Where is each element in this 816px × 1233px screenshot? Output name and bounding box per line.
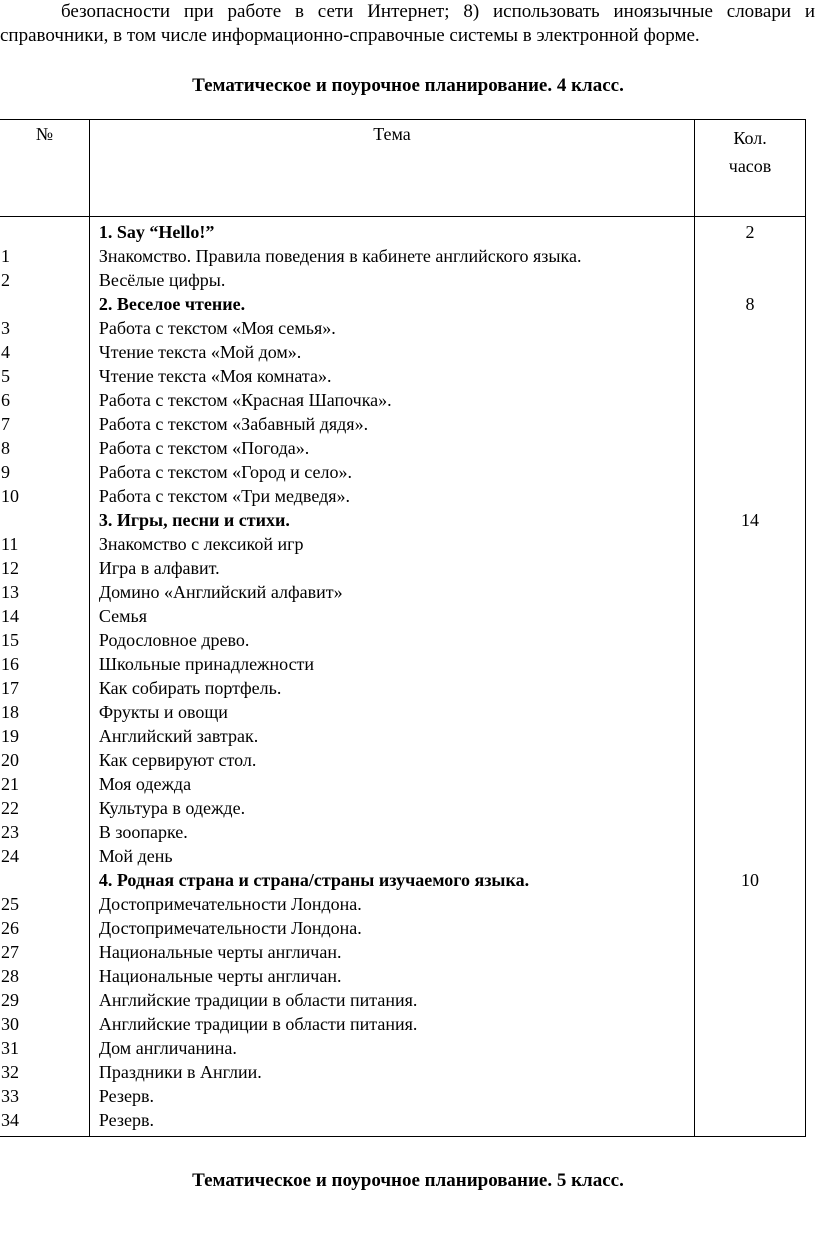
intro-line-1: безопасности при работе в сети Интернет; 8) использовать иноязычные словари и [61, 1, 815, 22]
lesson-topic: Английские традиции в области питания. [98, 1014, 418, 1034]
section-hours [695, 580, 805, 604]
lesson-number: 24 [1, 846, 19, 866]
section-hours [695, 748, 805, 772]
lesson-topic: Домино «Английский алфавит» [98, 582, 343, 602]
lesson-number: 15 [1, 630, 19, 650]
lesson-number: 19 [1, 726, 19, 746]
lesson-number: 10 [1, 486, 19, 506]
section-hours: 8 [745, 294, 755, 314]
column-header-hours [695, 120, 806, 217]
section-hours [695, 268, 805, 292]
section-hours [695, 364, 805, 388]
lesson-topic: Знакомство с лексикой игр [98, 534, 304, 554]
lesson-number [0, 220, 89, 244]
section-title: 4. Родная страна и страна/страны изучаемого языка. [98, 870, 530, 890]
section-hours [695, 316, 805, 340]
section-hours [695, 844, 805, 868]
section-hours [695, 796, 805, 820]
lesson-number: 27 [1, 942, 19, 962]
section-hours: 14 [741, 510, 760, 530]
lesson-number: 21 [1, 774, 19, 794]
lesson-topic: Резерв. [98, 1110, 154, 1130]
lesson-number: 16 [1, 654, 19, 674]
table-body-row [0, 217, 806, 1137]
lesson-number: 20 [1, 750, 19, 770]
lesson-number: 32 [1, 1062, 19, 1082]
lesson-number: 6 [1, 390, 10, 410]
lesson-number: 23 [1, 822, 19, 842]
section-title: 3. Игры, песни и стихи. [98, 510, 290, 530]
lesson-topic: Мой день [98, 846, 173, 866]
column-header-hours-line-2: часов [728, 156, 772, 176]
lesson-number: 14 [1, 606, 19, 626]
column-header-topic: Тема [89, 120, 694, 217]
lesson-number: 29 [1, 990, 19, 1010]
lesson-number [0, 508, 89, 532]
lesson-topic: Работа с текстом «Красная Шапочка». [98, 390, 392, 410]
section-hours [695, 700, 805, 724]
lesson-topic: Чтение текста «Моя комната». [98, 366, 332, 386]
section-title: 2. Веселое чтение. [98, 294, 246, 314]
lesson-topic: Моя одежда [98, 774, 192, 794]
table-header-row [0, 120, 806, 217]
section-hours [695, 676, 805, 700]
lesson-number: 33 [1, 1086, 19, 1106]
section-heading-grade-5: Тематическое и поурочное планирование. 5 класс. [192, 1170, 624, 1191]
section-hours [695, 244, 805, 268]
section-title: 1. Say “Hello!” [98, 222, 215, 242]
lesson-number: 1 [1, 246, 10, 266]
lesson-topic: Школьные принадлежности [98, 654, 315, 674]
column-header-hours-line-1: Кол. [733, 128, 767, 148]
lesson-number: 17 [1, 678, 19, 698]
lesson-number: 3 [1, 318, 10, 338]
lesson-topic: Дом англичанина. [98, 1038, 237, 1058]
lesson-topic: Работа с текстом «Три медведя». [98, 486, 351, 506]
lesson-number: 18 [1, 702, 19, 722]
lesson-number: 13 [1, 582, 19, 602]
section-hours [695, 436, 805, 460]
lesson-number: 9 [1, 462, 10, 482]
section-hours [695, 412, 805, 436]
intro-line-2: справочники, в том числе информационно-справочные системы в электронной форме. [0, 25, 700, 46]
section-hours [695, 460, 805, 484]
section-hours [695, 724, 805, 748]
lesson-topic: Родословное древо. [98, 630, 250, 650]
section-hours [695, 652, 805, 676]
lesson-topic: Знакомство. Правила поведения в кабинете английского языка. [98, 246, 582, 266]
hours-column [695, 217, 806, 1137]
lesson-number: 28 [1, 966, 19, 986]
section-hours [695, 964, 805, 988]
section-hours [695, 916, 805, 940]
lesson-topic: Работа с текстом «Забавный дядя». [98, 414, 369, 434]
lesson-topic: Весёлые цифры. [98, 270, 226, 290]
lesson-topic: В зоопарке. [98, 822, 188, 842]
lesson-number: 5 [1, 366, 10, 386]
lesson-topic: Английские традиции в области питания. [98, 990, 418, 1010]
section-hours [695, 532, 805, 556]
lesson-number: 8 [1, 438, 10, 458]
lesson-topic: Национальные черты англичан. [98, 942, 342, 962]
section-hours [695, 484, 805, 508]
lesson-number: 12 [1, 558, 19, 578]
lesson-topic: Праздники в Англии. [98, 1062, 262, 1082]
section-hours [695, 988, 805, 1012]
section-hours [695, 892, 805, 916]
lesson-topic: Работа с текстом «Город и село». [98, 462, 352, 482]
column-header-number: № [0, 120, 89, 217]
section-hours [695, 1084, 805, 1108]
lesson-number: 34 [1, 1110, 19, 1130]
lesson-topic: Семья [98, 606, 147, 626]
lesson-number: 4 [1, 342, 10, 362]
section-hours [695, 340, 805, 364]
section-hours [695, 1012, 805, 1036]
lesson-topic: Работа с текстом «Моя семья». [98, 318, 336, 338]
lesson-topic: Как собирать портфель. [98, 678, 282, 698]
section-hours: 10 [741, 870, 760, 890]
section-hours [695, 388, 805, 412]
lesson-number: 25 [1, 894, 19, 914]
lesson-topic: Резерв. [98, 1086, 154, 1106]
section-hours [695, 1036, 805, 1060]
section-hours [695, 1060, 805, 1084]
section-hours [695, 604, 805, 628]
lesson-number: 26 [1, 918, 19, 938]
lesson-number: 11 [1, 534, 19, 554]
section-hours [695, 940, 805, 964]
section-hours [695, 820, 805, 844]
lesson-number: 22 [1, 798, 19, 818]
lesson-topic: Чтение текста «Мой дом». [98, 342, 302, 362]
lesson-topic: Культура в одежде. [98, 798, 246, 818]
lesson-number: 31 [1, 1038, 19, 1058]
section-hours: 2 [745, 222, 755, 242]
lesson-topic: Работа с текстом «Погода». [98, 438, 310, 458]
section-heading-grade-4: Тематическое и поурочное планирование. 4 класс. [192, 75, 624, 96]
lesson-topic: Достопримечательности Лондона. [98, 894, 362, 914]
lesson-topic: Достопримечательности Лондона. [98, 918, 362, 938]
lesson-topic: Игра в алфавит. [98, 558, 220, 578]
intro-paragraph [0, 0, 816, 48]
section-hours [695, 772, 805, 796]
lesson-topic: Национальные черты англичан. [98, 966, 342, 986]
lesson-number: 7 [1, 414, 10, 434]
section-hours [695, 628, 805, 652]
number-column [0, 217, 89, 1137]
lesson-number [0, 292, 89, 316]
lesson-topic: Как сервируют стол. [98, 750, 257, 770]
topic-column [89, 217, 694, 1137]
section-hours [695, 556, 805, 580]
lesson-number: 2 [1, 270, 10, 290]
section-hours [695, 1108, 805, 1132]
lesson-topic: Английский завтрак. [98, 726, 259, 746]
lesson-number: 30 [1, 1014, 19, 1034]
lesson-topic: Фрукты и овощи [98, 702, 228, 722]
lesson-number [0, 868, 89, 892]
lesson-plan-table [0, 119, 806, 1137]
